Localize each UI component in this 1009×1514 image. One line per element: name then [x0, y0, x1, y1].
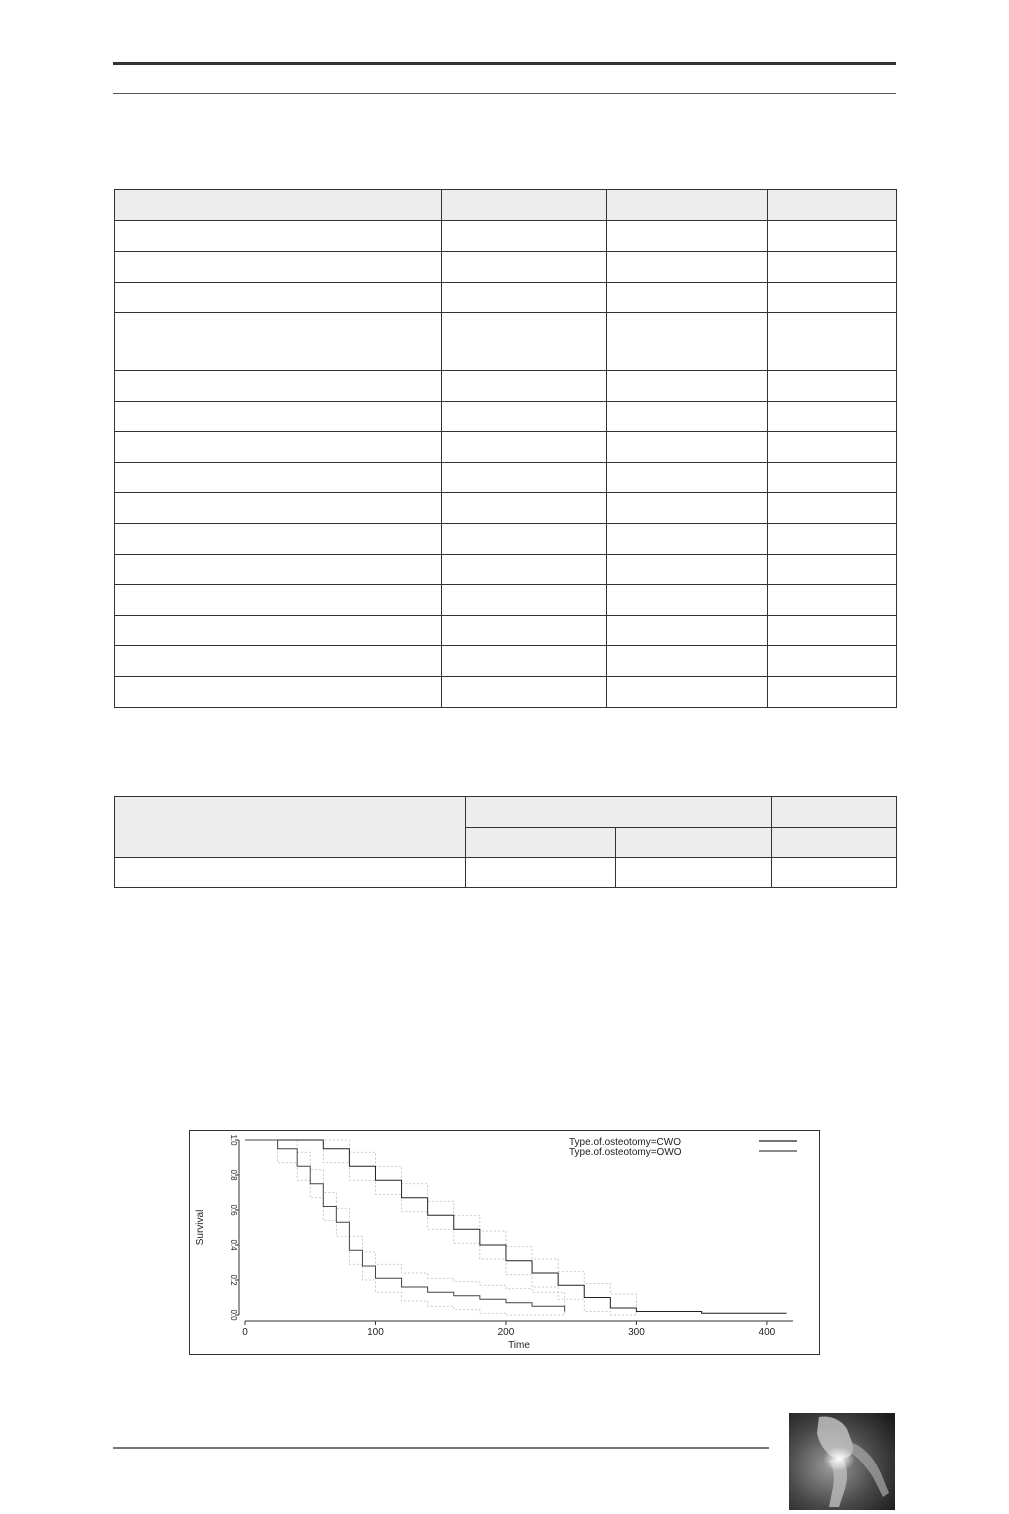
- table-row: [115, 402, 897, 432]
- table-2-header-row: [115, 797, 897, 828]
- table-cell: [768, 555, 897, 585]
- x-axis-label: Time: [508, 1340, 530, 1351]
- table-cell: [607, 463, 768, 493]
- table-cell: [768, 493, 897, 524]
- y-tick-label: 0.8: [229, 1169, 238, 1181]
- table-row: [115, 313, 897, 371]
- table-row: [115, 221, 897, 252]
- table-row: [115, 677, 897, 708]
- y-tick-label: 0.2: [229, 1274, 238, 1286]
- table-cell: [768, 646, 897, 677]
- table-cell: [115, 646, 442, 677]
- table-cell: [115, 555, 442, 585]
- table-cell: [607, 616, 768, 646]
- table-cell: [442, 555, 607, 585]
- table-row: [115, 283, 897, 313]
- table-cell: [442, 646, 607, 677]
- footer-rule: [113, 1447, 769, 1449]
- table-2-header-cell: [616, 828, 772, 858]
- table-cell: [768, 432, 897, 463]
- table-cell: [607, 221, 768, 252]
- table-1-header-row: [115, 190, 897, 221]
- table-cell: [768, 313, 897, 371]
- table-cell: [607, 432, 768, 463]
- x-tick-label: 400: [758, 1327, 776, 1338]
- table-cell: [115, 463, 442, 493]
- table-2-header-cell: [115, 797, 466, 858]
- table-1-header-cell: [768, 190, 897, 221]
- table-cell: [115, 221, 442, 252]
- table-cell: [607, 371, 768, 402]
- legend-label-cwo: Type.of.osteotomy=CWO: [569, 1137, 681, 1148]
- table-cell: [442, 585, 607, 616]
- table-cell: [607, 313, 768, 371]
- table-cell: [607, 283, 768, 313]
- survival-curve-figure: [189, 1130, 820, 1355]
- y-tick-label: 0.4: [229, 1239, 238, 1251]
- table-cell: [115, 677, 442, 708]
- x-tick-label: 100: [367, 1327, 384, 1338]
- table-cell: [115, 616, 442, 646]
- table-cell: [115, 371, 442, 402]
- table-cell: [115, 252, 442, 283]
- table-cell: [442, 432, 607, 463]
- table-cell: [442, 252, 607, 283]
- table-cell: [115, 858, 466, 888]
- header-rule-thin: [113, 93, 896, 94]
- table-row: [115, 555, 897, 585]
- y-axis-label: Survival: [195, 1209, 206, 1246]
- table-cell: [115, 402, 442, 432]
- table-2-header-cell: [772, 828, 897, 858]
- table-2-header-cell: [466, 797, 772, 828]
- x-tick-label: 300: [628, 1327, 645, 1338]
- table-cell: [442, 283, 607, 313]
- x-tick-label: 200: [497, 1327, 515, 1338]
- table-cell: [768, 524, 897, 555]
- table-cell: [442, 493, 607, 524]
- table-cell: [616, 858, 772, 888]
- table-cell: [768, 221, 897, 252]
- table-cell: [768, 677, 897, 708]
- table-row: [115, 616, 897, 646]
- table-cell: [466, 858, 616, 888]
- header-rule-thick: [113, 62, 896, 65]
- table-cell: [607, 524, 768, 555]
- journal-cover-image: [789, 1413, 895, 1510]
- table-cell: [115, 313, 442, 371]
- table-1: [114, 189, 897, 708]
- table-row: [115, 252, 897, 283]
- table-2-header-cell: [772, 797, 897, 828]
- table-1-header-cell: [115, 190, 442, 221]
- table-cell: [768, 463, 897, 493]
- table-row: [115, 463, 897, 493]
- table-cell: [607, 677, 768, 708]
- table-cell: [115, 432, 442, 463]
- table-cell: [607, 555, 768, 585]
- table-cell: [442, 524, 607, 555]
- table-cell: [607, 585, 768, 616]
- table-cell: [115, 524, 442, 555]
- table-row: [115, 432, 897, 463]
- table-cell: [768, 585, 897, 616]
- table-cell: [768, 252, 897, 283]
- y-tick-label: 1.0: [229, 1134, 238, 1146]
- legend-label-owo: Type.of.osteotomy=OWO: [569, 1147, 682, 1158]
- table-row: [115, 585, 897, 616]
- table-row: [115, 493, 897, 524]
- table-1-header-cell: [607, 190, 768, 221]
- table-cell: [607, 646, 768, 677]
- table-cell: [607, 493, 768, 524]
- table-row: [115, 646, 897, 677]
- table-cell: [772, 858, 897, 888]
- table-cell: [442, 677, 607, 708]
- table-cell: [768, 283, 897, 313]
- table-cell: [115, 585, 442, 616]
- table-cell: [607, 252, 768, 283]
- table-cell: [442, 371, 607, 402]
- table-cell: [768, 616, 897, 646]
- table-row: [115, 858, 897, 888]
- table-row: [115, 524, 897, 555]
- table-cell: [442, 221, 607, 252]
- table-cell: [442, 313, 607, 371]
- table-cell: [442, 616, 607, 646]
- table-cell: [607, 402, 768, 432]
- y-tick-label: 0.6: [229, 1204, 238, 1216]
- table-cell: [115, 493, 442, 524]
- y-tick-label: 0.0: [229, 1309, 238, 1321]
- table-2: [114, 796, 897, 888]
- table-2-header-cell: [466, 828, 616, 858]
- table-1-header-cell: [442, 190, 607, 221]
- table-cell: [768, 371, 897, 402]
- table-cell: [442, 463, 607, 493]
- table-cell: [442, 402, 607, 432]
- table-cell: [768, 402, 897, 432]
- x-tick-label: 0: [242, 1327, 248, 1338]
- table-cell: [115, 283, 442, 313]
- table-row: [115, 371, 897, 402]
